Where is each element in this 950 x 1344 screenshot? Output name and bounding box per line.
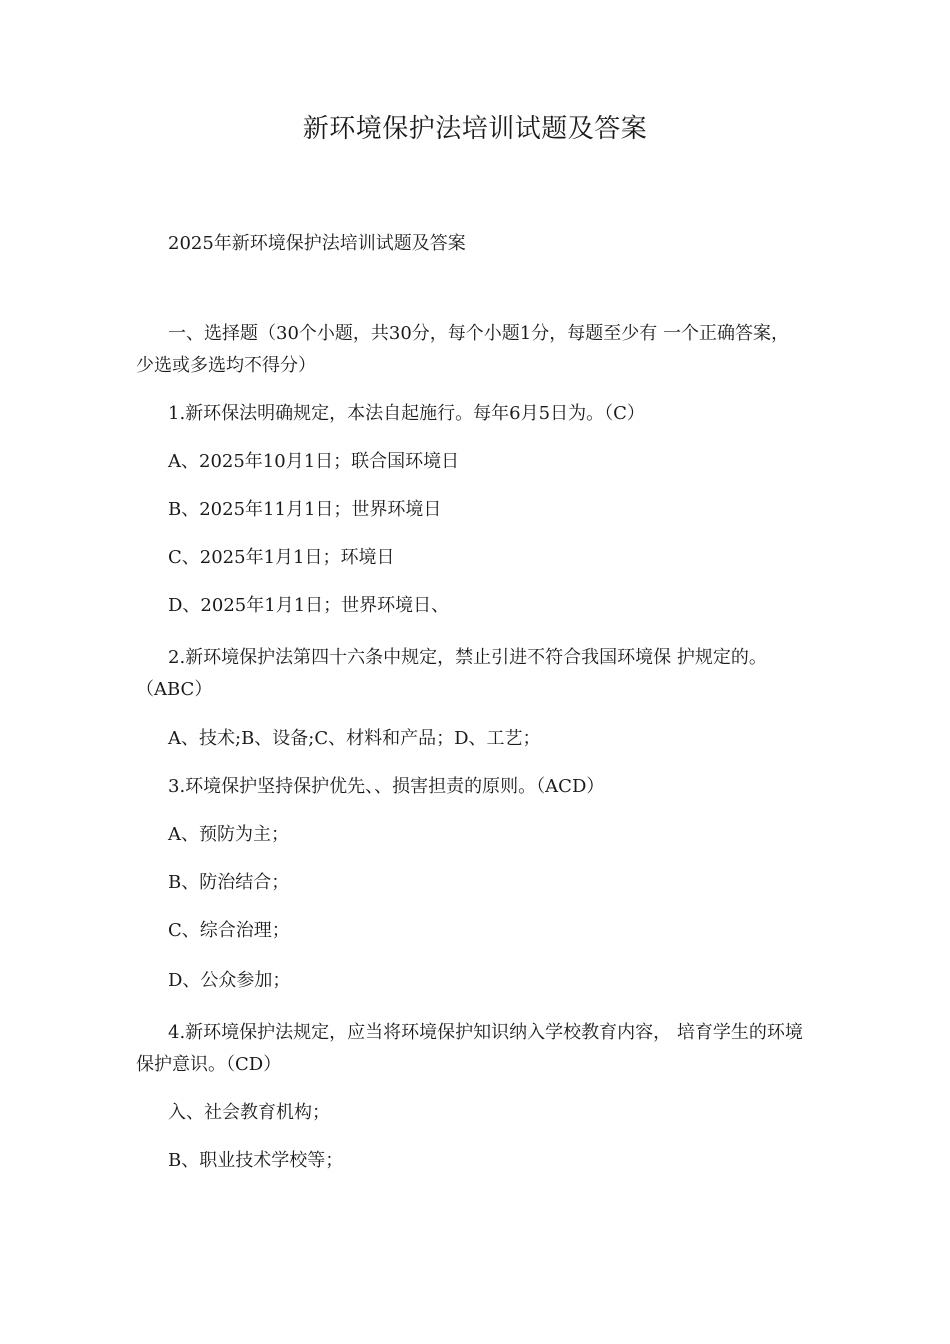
question-3-option-d: D、公众参加； [168, 970, 291, 991]
question-2-stem: 2.新环境保护法第四十六条中规定，禁止引进不符合我国环境保 护规定的。（ABC） [136, 647, 767, 700]
question-3-option-a: A、预防为主； [168, 824, 289, 845]
section-heading: 一、选择题（30个小题，共30分，每个小题1分，每题至少有 一个正确答案，少选或多选均不得分） [136, 323, 789, 376]
question-4-stem: 4.新环境保护法规定，应当将环境保护知识纳入学校教育内容， 培育学生的环境保护意识。（CD） [136, 1022, 803, 1075]
question-3-option-c: C、综合治理； [168, 920, 290, 941]
question-2-options: A、技术;B、设备;C、材料和产品；D、工艺； [168, 728, 541, 749]
question-4-option-a: 入、社会教育机构； [168, 1102, 330, 1123]
question-3-option-b: B、防治结合； [168, 872, 290, 893]
question-1-option-c: C、2025年1月1日；环境日 [168, 547, 395, 568]
question-4-option-b: B、职业技术学校等； [168, 1150, 344, 1171]
question-1-option-b: B、2025年11月1日；世界环境日 [168, 499, 442, 520]
question-3-stem: 3.环境保护坚持保护优先、、损害担责的原则。（ACD） [168, 776, 605, 797]
question-1-option-a: A、2025年10月1日；联合国环境日 [168, 451, 460, 472]
document-title: 新环境保护法培训试题及答案 [302, 114, 648, 144]
document-subtitle: 2025年新环境保护法培训试题及答案 [168, 233, 466, 254]
question-1-stem: 1.新环保法明确规定，本法自起施行。每年6月5日为。（C） [168, 403, 645, 424]
question-1-option-d: D、2025年1月1日；世界环境日、 [168, 595, 450, 616]
